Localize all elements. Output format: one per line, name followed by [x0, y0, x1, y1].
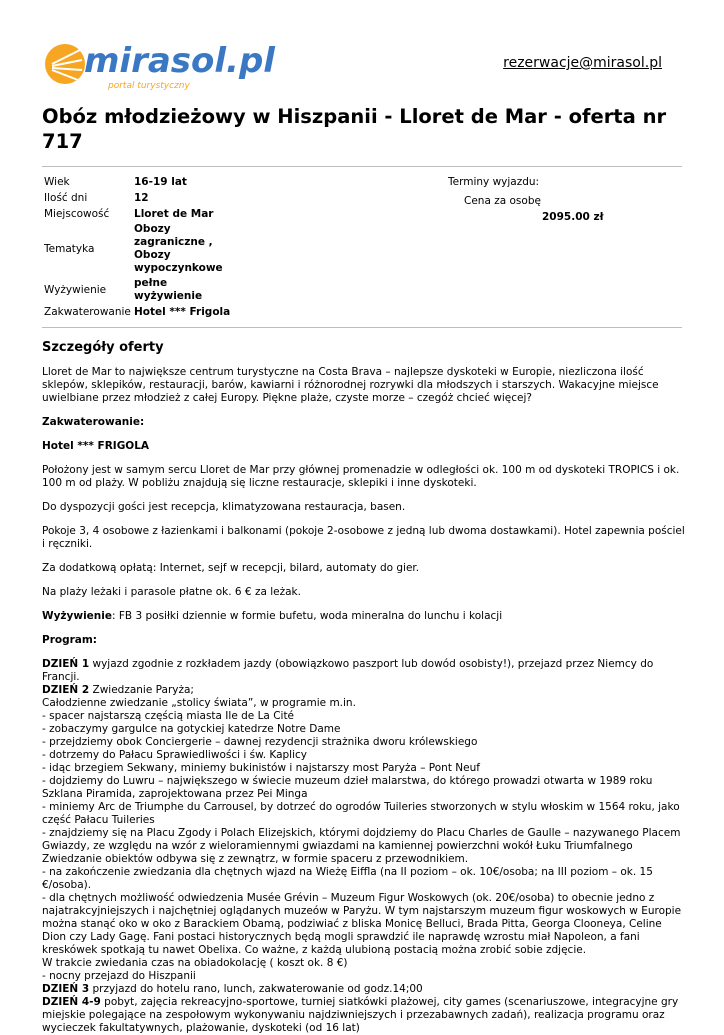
program-day: [42, 983, 686, 996]
offer-info-table: [44, 174, 234, 320]
info-value: Lloret de Mar: [134, 207, 214, 220]
program-line: - zobaczymy gargulce na gotyckiej katedrze Notre Dame: [42, 723, 341, 735]
info-label: Ilość dni: [44, 192, 88, 204]
info-value: 16-19 lat: [134, 175, 187, 188]
info-value: Obozy zagraniczne , Obozy wypoczynkowe: [134, 223, 223, 274]
email-link[interactable]: rezerwacje@mirasol.pl: [503, 55, 662, 71]
day-label: DZIEŃ 2: [42, 684, 90, 696]
page-title: Obóz młodzieżowy w Hiszpanii - Lloret de Mar - oferta nr 717: [42, 105, 667, 153]
program-line: Całodzienne zwiedzanie „stolicy świata”, w programie m.in.: [42, 697, 356, 709]
food-text: : FB 3 posiłki dziennie w formie bufetu, woda mineralna do lunchu i kolacji: [112, 610, 503, 622]
program-day: [42, 684, 686, 697]
info-row: [44, 174, 234, 190]
hotel-paragraph: Pokoje 3, 4 osobowe z łazienkami i balkonami (pokoje 2-osobowe z jedną lub dwoma dostawkami). Hotel zapewnia pościel i ręczniki.: [42, 525, 685, 550]
program-day: [42, 658, 686, 684]
info-value: pełne wyżywienie: [134, 277, 203, 302]
program-day: [42, 996, 686, 1035]
info-row: [44, 206, 234, 222]
program-line: - dla chętnych możliwość odwiedzenia Musée Grévin – Muzeum Figur Woskowych (ok. 20€/osoba) to obecnie jedno z najatrakcyjniejszych i najchętniej oglądanych muzeów w Paryżu. W tym najstarszym muzeum figur woskowych w Europie można stanąć oko w oko z Barackiem Obamą, podziwiać z bliska Monicę Belluci, Brada Pitta, Georga Clooneya, Celine Dion czy Lady Gagę. Fani postaci historycznych będą mogli sprawdzić ile naprawdę wzrostu miał Napoleon, a fani kreskówek spotkają tu nawet Obelixa. Co ważne, z każdą ulubioną postacią można zrobić sobie zdjęcie.: [42, 892, 682, 956]
logo-subtext: portal turystyczny: [108, 81, 190, 91]
accommodation-heading: Zakwaterowanie:: [42, 416, 145, 428]
program-line: - przejdziemy obok Conciergerie – dawnej rezydencji strażnika dworu królewskiego: [42, 736, 478, 748]
program-line: - spacer najstarszą częścią miasta Ile de La Cité: [42, 710, 295, 722]
program-line: - dojdziemy do Luwru – największego w świecie muzeum dzieł malarstwa, do którego prowadzi otwarta w 1989 roku Szklana Piramida, zaprojektowana przez Pei Minga: [42, 775, 653, 800]
info-label: Tematyka: [44, 243, 95, 255]
program-line: - na zakończenie zwiedzania dla chętnych wjazd na Wieżę Eiffla (na II poziom – ok. 10€/osoba; na III poziom – ok. 15 €/osoba).: [42, 866, 653, 891]
food-paragraph: [42, 610, 686, 623]
day-label: DZIEŃ 1: [42, 658, 90, 670]
info-value: Hotel *** Frigola: [134, 305, 231, 318]
intro-paragraph: Lloret de Mar to największe centrum turystyczne na Costa Brava – najlepsze dyskoteki w Europie, niezliczona ilość sklepów, sklepików, restauracji, barów, kawiarni i różnorodnej rozrywki dla młodszych i starszych. Wakacyjne miejsce uwielbiane przez młodzież z całej Europy. Piękne plaże, czyste morze – czegóż chcieć więcej?: [42, 366, 659, 404]
info-label: Wyżywienie: [44, 284, 107, 296]
price-label: Cena za osobę: [464, 195, 541, 207]
program-line: - znajdziemy się na Placu Zgody i Polach Elizejskich, którymi dojdziemy do Placu Charles de Gaulle – nazywanego Placem Gwiazdy, ze względu na wzór z wieloramiennymi gwiazdami na kamiennej powierzchni wokół Łuku Triumfalnego: [42, 827, 681, 852]
info-label: Miejscowość: [44, 208, 110, 220]
day-text: pobyt, zajęcia rekreacyjno-sportowe, turniej siatkówki plażowej, city games (scenariuszowe, integracyjne gry miejskie polegające na zespołowym wykonywaniu najdziwniejszych i przezabawnych zadań), realizacja programu oraz wycieczek fakultatywnych, plażowanie, dyskoteki (od 16 lat): [42, 996, 679, 1034]
day-text: Zwiedzanie Paryża;: [89, 684, 194, 696]
sun-icon: [45, 44, 85, 84]
divider-middle: [42, 327, 682, 328]
hotel-paragraph: Położony jest w samym sercu Lloret de Mar przy głównej promenadzie w odległości ok. 100 m od dyskoteki TROPICS i ok. 100 m od plaży. W pobliżu znajdują się liczne restauracje, sklepiki i inne dyskoteki.: [42, 464, 680, 489]
hotel-paragraph: Za dodatkową opłatą: Internet, sejf w recepcji, bilard, automaty do gier.: [42, 562, 420, 574]
program-heading: Program:: [42, 634, 98, 646]
program-line: - idąc brzegiem Sekwany, miniemy bukinistów i najstarszy most Paryża – Pont Neuf: [42, 762, 480, 774]
page-header: [0, 0, 724, 100]
day-text: przyjazd do hotelu rano, lunch, zakwaterowanie od godz.14;00: [89, 983, 423, 995]
info-label: Zakwaterowanie: [44, 306, 131, 318]
program-line: - miniemy Arc de Triumphe du Carrousel, by dotrzeć do ogrodów Tuileries stworzonych w stylu włoskim w 1564 roku, jako część Pałacu Tuileries: [42, 801, 680, 826]
hotel-heading: Hotel *** FRIGOLA: [42, 440, 150, 452]
hotel-paragraph: Na plaży leżaki i parasole płatne ok. 6 € za leżak.: [42, 586, 301, 598]
mirasol-logo[interactable]: [40, 36, 275, 92]
info-row: [44, 190, 234, 206]
offer-details: [42, 340, 686, 1035]
divider-top: [42, 166, 682, 167]
program-line: - dotrzemy do Pałacu Sprawiedliwości i św. Kaplicy: [42, 749, 308, 761]
info-value: 12: [134, 191, 149, 204]
program-line: - nocny przejazd do Hiszpanii: [42, 970, 196, 982]
day-label: DZIEŃ 3: [42, 983, 90, 995]
program-line: Zwiedzanie obiektów odbywa się z zewnątrz, w formie spaceru z przewodnikiem.: [42, 853, 469, 865]
info-row: [44, 222, 234, 276]
details-heading: Szczegóły oferty: [42, 340, 164, 355]
info-row: [44, 304, 234, 320]
food-label: Wyżywienie: [42, 610, 112, 622]
terms-label: Terminy wyjazdu:: [448, 176, 540, 188]
day-text: wyjazd zgodnie z rozkładem jazdy (obowiązkowo paszport lub dowód osobisty!), przejazd przez Niemcy do Francji.: [42, 658, 654, 683]
program-line: W trakcie zwiedania czas na obiadokolację ( koszt ok. 8 €): [42, 957, 348, 969]
price-value: 2095.00 zł: [542, 211, 604, 223]
info-label: Wiek: [44, 176, 70, 188]
program-list: [42, 658, 686, 1035]
logo-text: mirasol.pl: [84, 41, 275, 81]
info-row: [44, 276, 234, 304]
day-label: DZIEŃ 4-9: [42, 996, 101, 1008]
hotel-paragraph: Do dyspozycji gości jest recepcja, klimatyzowana restauracja, basen.: [42, 501, 406, 513]
